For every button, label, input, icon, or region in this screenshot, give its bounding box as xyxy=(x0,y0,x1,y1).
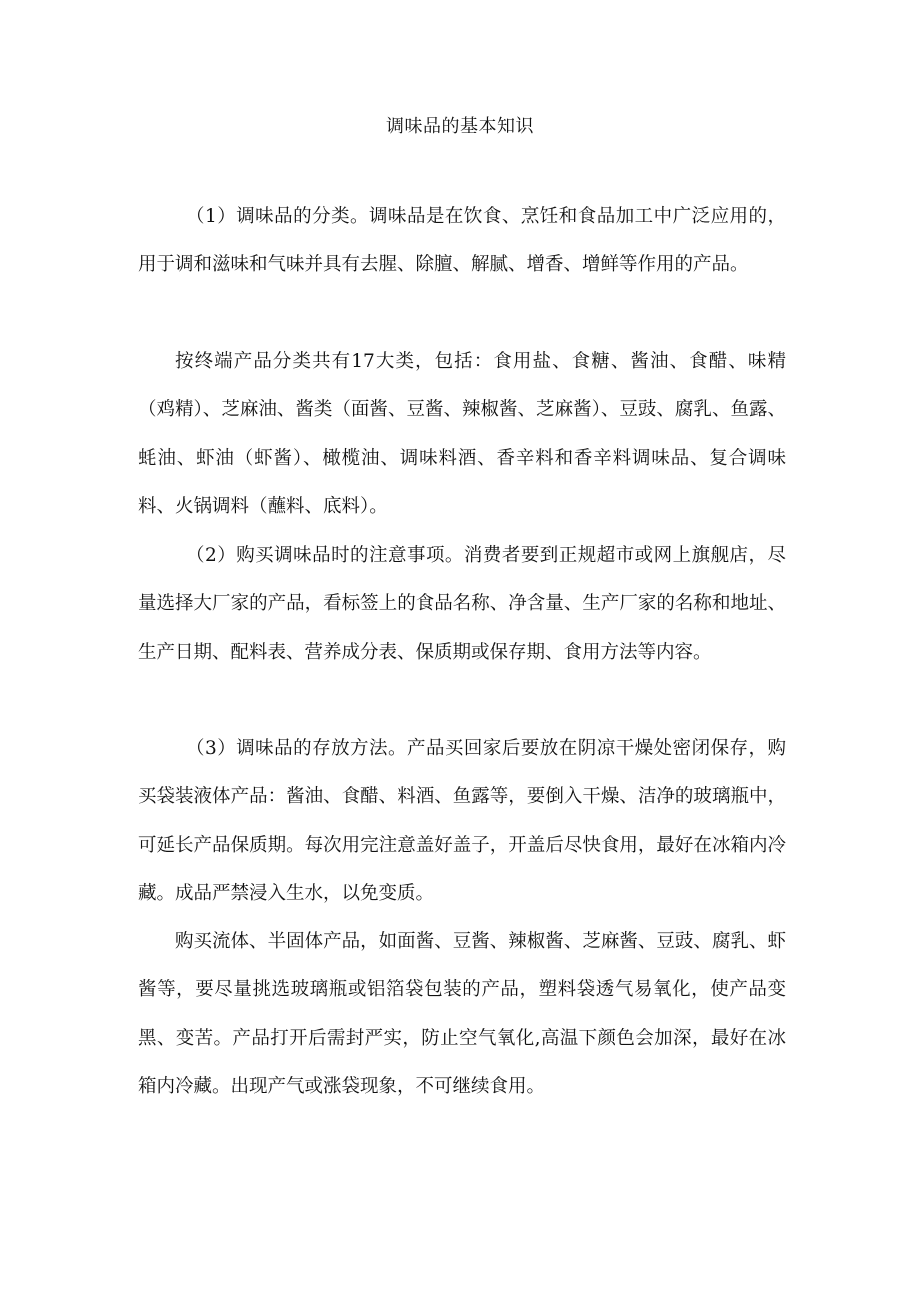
paragraph-storage-methods: （3）调味品的存放方法。产品买回家后要放在阴凉干燥处密闭保存，购买袋装液体产品：酱油、食醋、料酒、鱼露等，要倒入干燥、洁净的玻璃瓶中，可延长产品保质期。每次用完注意盖好盖子，开盖后尽快食用，最好在冰箱内冷藏。成品严禁浸入生水，以免变质。 xyxy=(138,738,786,905)
paragraph-product-categories: 按终端产品分类共有17大类，包括：食用盐、食糖、酱油、食醋、味精（鸡精）、芝麻油、酱类（面酱、豆酱、辣椒酱、芝麻酱）、豆豉、腐乳、鱼露、蚝油、虾油（虾酱）、橄榄油、调味料酒、香辛料和香辛料调味品、复合调味料、火锅调料（蘸料、底料）。 xyxy=(138,351,786,518)
paragraph-classification: （1）调味品的分类。调味品是在饮食、烹饪和食品加工中广泛应用的，用于调和滋味和气味并具有去腥、除膻、解腻、增香、增鲜等作用的产品。 xyxy=(138,206,786,276)
paragraph-semi-solid-products: 购买流体、半固体产品，如面酱、豆酱、辣椒酱、芝麻酱、豆豉、腐乳、虾酱等，要尽量挑选玻璃瓶或铝箔袋包装的产品，塑料袋透气易氧化，使产品变黑、变苦。产品打开后需封严实，防止空气氧化,高温下颜色会加深，最好在冰箱内冷藏。出现产气或涨袋现象，不可继续食用。 xyxy=(138,931,786,1098)
document-title: 调味品的基本知识 xyxy=(386,116,534,137)
paragraph-purchase-notes: （2）购买调味品时的注意事项。消费者要到正规超市或网上旗舰店，尽量选择大厂家的产品，看标签上的食品名称、净含量、生产厂家的名称和地址、生产日期、配料表、营养成分表、保质期或保存期、食用方法等内容。 xyxy=(138,545,786,663)
